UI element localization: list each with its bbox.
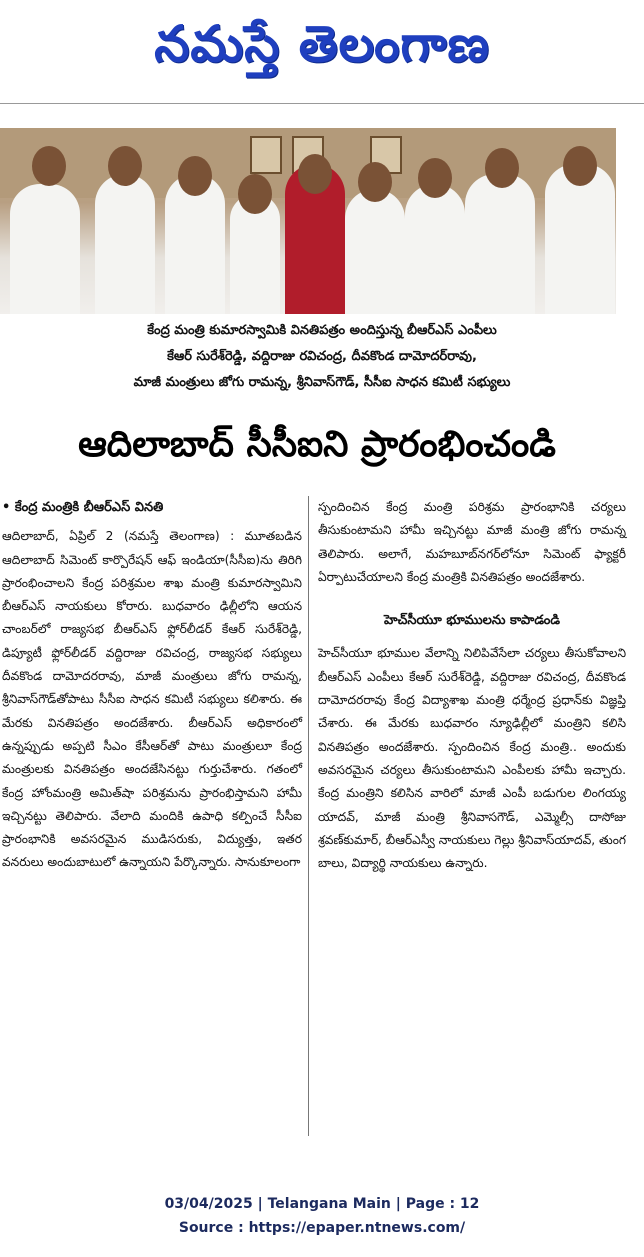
photo-head (563, 146, 597, 186)
photo-head (358, 162, 392, 202)
caption-line: మాజీ మంత్రులు జోగు రామన్న, శ్రీనివాస్‌గౌడ్, సీసీఐ సాధన కమిటీ సభ్యులు (133, 375, 511, 390)
photo-person (10, 184, 80, 314)
photo-head (418, 158, 452, 198)
article-paragraph: ఆదిలాబాద్, ఏప్రిల్ 2 (నమస్తే తెలంగాణ) : మూతబడిన ఆదిలాబాద్ సిమెంట్ కార్పొరేషన్ ఆఫ్ ఇండియా(సీసీఐ)ను తిరిగి ప్రారంభించాలని కేంద్ర పరిశ్రమల శాఖ మంత్రి కుమారస్వామిని బీఆర్ఎస్ నాయకులు కోరారు. బుధవారం ఢిల్లీలోని ఆయన చాంబర్‌లో రాజ్యసభ బీఆర్ఎస్ ఫ్లోర్‌లీడర్ కేఆర్ సురేశ్‌రెడ్డి, డిప్యూటీ ఫ్లోర్‌లీడర్ వద్దిరాజు రవిచంద్ర, రాజ్యసభ సభ్యులు దీవకొండ దామోదరరావు, మాజీ మంత్రులు జోగు రామన్న, శ్రీనివాస్‌గౌడ్‌తోపాటు సీసీఐ సాధన కమిటీ సభ్యులు కలిశారు. ఈ మేరకు వినతిపత్రం అందజేశారు. బీఆర్ఎస్ అధికారంలో ఉన్నప్పుడు అప్పటి సీఎం కేసీఆర్‌తో పాటు మంత్రులూ కేంద్ర మంత్రులకు వినతిపత్రం అందజేసినట్టు గుర్తుచేశారు. గతంలో కేంద్ర హోంమంత్రి అమిత్‌షా పరిశ్రమను ప్రారంభిస్తామని హామీ ఇచ్చినట్టు తెలిపారు. వేలాది మందికి ఉపాధి కల్పించే సీసీఐ ప్రారంభానికి అవసరమైన ముడిసరుకు, విద్యుత్తు, ఇతర వనరులు అందుబాటులో ఉన్నాయని పేర్కొన్నారు. సానుకూలంగా (2, 529, 302, 870)
photo-person (95, 174, 155, 314)
photo-person (465, 174, 535, 314)
photo-person (545, 164, 615, 314)
article-right-column (318, 496, 626, 875)
caption-line: కేంద్ర మంత్రి కుమారస్వామికి వినతిపత్రం అందిస్తున్న బీఆర్ఎస్ ఎంపీలు (147, 323, 497, 338)
photo-frame-left (250, 136, 282, 174)
article-paragraph: హెచ్‌సీయూ భూముల వేలాన్ని నిలిపివేసేలా చర్యలు తీసుకోవాలని బీఆర్ఎస్ ఎంపీలు కేఆర్ సురేశ్‌రెడ్డి, వద్దిరాజు రవిచంద్ర, దీవకొండ దామోదరరావు కేంద్ర విద్యాశాఖ మంత్రి ధర్మేంద్ర ప్రధాన్‌కు విజ్ఞప్తి చేశారు. ఈ మేరకు బుధవారం న్యూఢిల్లీలో మంత్రిని కలిసి వినతిపత్రం అందజేశారు. స్పందించిన కేంద్ర మంత్రి.. అందుకు అవసరమైన చర్యలు తీసుకుంటామని ఎంపీలకు హామీ ఇచ్చారు. కేంద్ర మంత్రిని కలిసిన వారిలో మాజీ ఎంపీ బడుగుల లింగయ్య యాదవ్, మాజీ మంత్రి శ్రీనివాసగౌడ్, ఎమ్మెల్సీ దాసోజు శ్రవణ్‌కుమార్, బీఆర్ఎస్వీ నాయకులు గెల్లు శ్రీనివాస్‌యాదవ్, తుంగ బాలు, విద్యార్థి నాయకులు ఉన్నారు. (318, 646, 626, 871)
footer-source-link[interactable]: Source : https://epaper.ntnews.com/ (178, 1220, 466, 1236)
newspaper-title: నమస్తే తెలంగాణ (154, 14, 490, 73)
photo-caption (10, 318, 634, 396)
article-subhead: హెచ్‌సీయూ భూములను కాపాడండి (384, 613, 560, 629)
photo-head (485, 148, 519, 188)
masthead-rule (0, 103, 644, 104)
photo-head (178, 156, 212, 196)
article-left-column (2, 496, 302, 875)
article-kicker: • కేంద్ర మంత్రికి బీఆర్ఎస్ వినతి (2, 500, 164, 515)
photo-head (298, 154, 332, 194)
article-paragraph: స్పందించిన కేంద్ర మంత్రి పరిశ్రమ ప్రారంభానికి చర్యలు తీసుకుంటామని హామీ ఇచ్చినట్టు మాజీ మంత్రి జోగు రామన్న తెలిపారు. అలాగే, మహబూబ్‌నగర్‌లోనూ సిమెంట్ ఫ్యాక్టరీ ఏర్పాటుచేయాలని కేంద్ర మంత్రికి వినతిపత్రం అందజేశారు. (318, 500, 626, 584)
page-footer (0, 1192, 644, 1240)
photo-head (108, 146, 142, 186)
news-photo (0, 128, 616, 314)
masthead (0, 0, 644, 100)
article-headline: ఆదిలాబాద్ సీసీఐని ప్రారంభించండి (78, 424, 556, 465)
photo-head (32, 146, 66, 186)
photo-person (345, 189, 405, 314)
column-divider (308, 496, 309, 1136)
photo-person (405, 184, 465, 314)
footer-date-page: 03/04/2025 | Telangana Main | Page : 12 (164, 1196, 480, 1212)
caption-line: కేఆర్ సురేశ్‌రెడ్డి, వద్దిరాజు రవిచంద్ర, దీవకొండ దామోదర్‌రావు, (167, 349, 477, 364)
photo-head (238, 174, 272, 214)
